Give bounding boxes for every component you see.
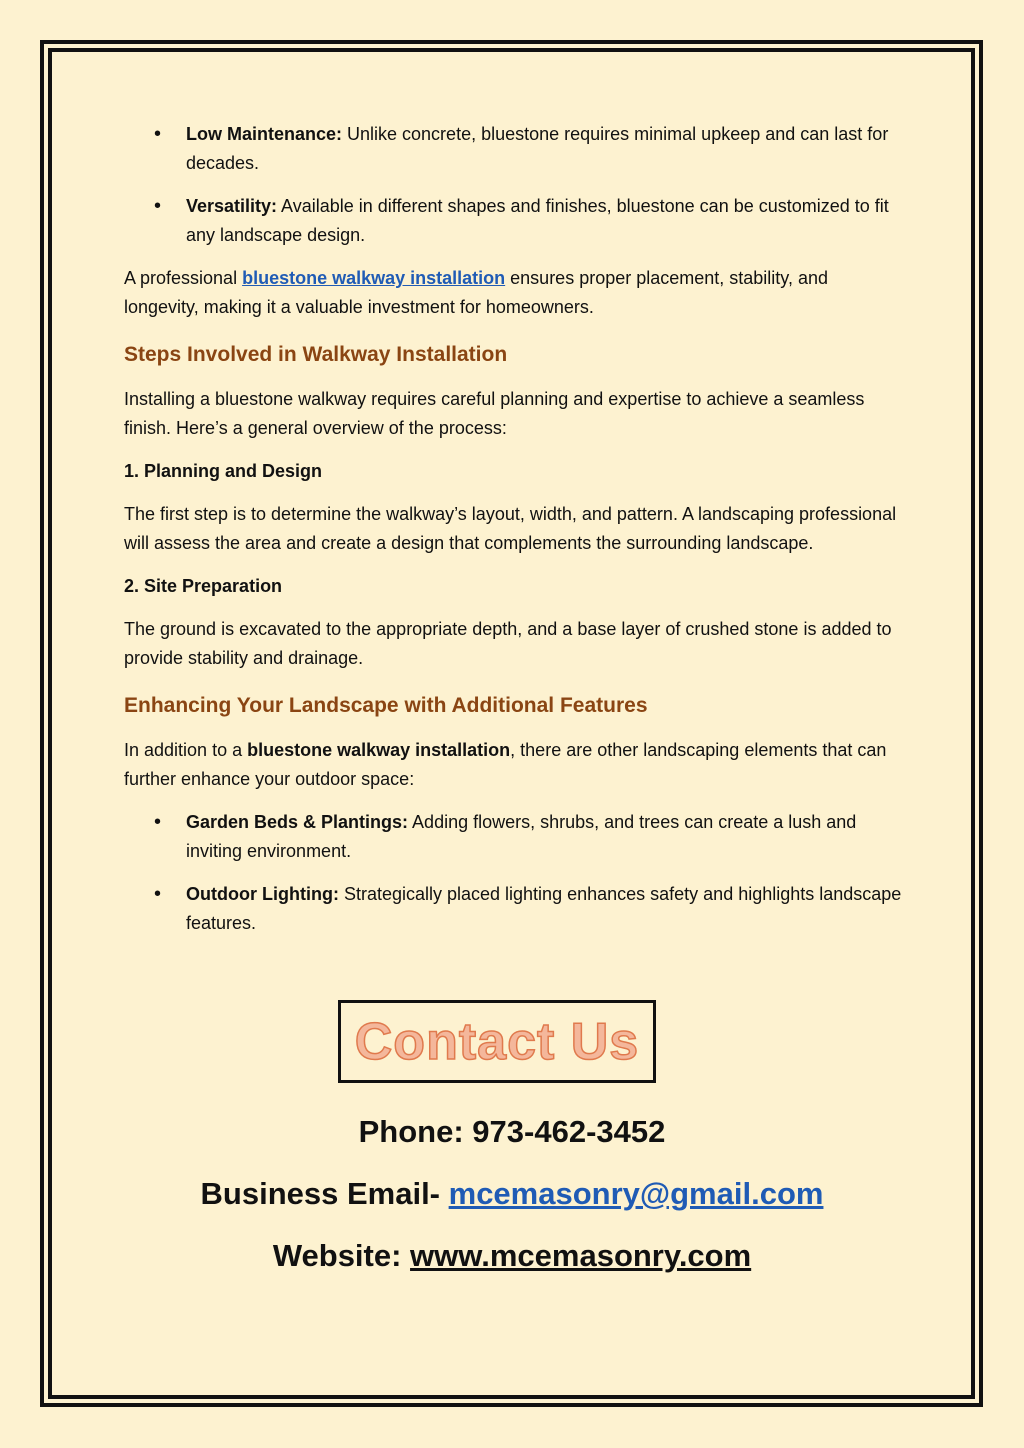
bullet-lead: Garden Beds & Plantings: xyxy=(186,812,409,832)
enhancing-after: , there are other landscaping elements that can further enhance your outdoor space: xyxy=(124,740,887,789)
email-link[interactable]: mcemasonry@gmail.com xyxy=(448,1176,824,1211)
website-link[interactable]: www.mcemasonry.com xyxy=(410,1238,752,1273)
bullet-text: Adding flowers, shrubs, and trees can create a lush and inviting environment. xyxy=(186,812,857,861)
section-heading-steps: Steps Involved in Walkway Installation xyxy=(124,343,508,366)
bullet-lead: Versatility: xyxy=(186,196,278,216)
bullet-lead: Low Maintenance: xyxy=(186,124,343,144)
list-item xyxy=(124,808,904,866)
document-body xyxy=(124,120,904,952)
phone-number: 973-462-3452 xyxy=(472,1114,666,1149)
bullet-text: Available in different shapes and finishes, bluestone can be customized to fit any landscape design. xyxy=(186,196,889,245)
bullet-lead: Outdoor Lighting: xyxy=(186,884,339,904)
website-line xyxy=(0,1238,1024,1274)
step-title-planning: 1. Planning and Design xyxy=(124,461,323,481)
list-item xyxy=(124,120,904,178)
website-label: Website: xyxy=(272,1238,411,1273)
features-list xyxy=(124,808,904,938)
steps-intro-paragraph: Installing a bluestone walkway requires careful planning and expertise to achieve a seamless finish. Here’s a general overview of the process: xyxy=(124,389,865,438)
step-text-planning: The first step is to determine the walkway’s layout, width, and pattern. A landscaping professional will assess the area and create a design that complements the surrounding landscape. xyxy=(124,504,897,553)
email-label: Business Email- xyxy=(200,1176,449,1211)
bullet-text: Unlike concrete, bluestone requires minimal upkeep and can last for decades. xyxy=(186,124,889,173)
enhancing-before: In addition to a xyxy=(124,740,248,760)
phone-line xyxy=(0,1114,1024,1150)
email-line xyxy=(0,1176,1024,1212)
list-item xyxy=(124,192,904,250)
section-heading-enhancing: Enhancing Your Landscape with Additional Features xyxy=(124,694,648,717)
bullet-text: Strategically placed lighting enhances safety and highlights landscape features. xyxy=(186,884,902,933)
step-title-site-prep: 2. Site Preparation xyxy=(124,576,283,596)
enhancing-paragraph xyxy=(124,736,904,794)
contact-us-label: Contact Us xyxy=(354,1012,640,1071)
bluestone-installation-link[interactable]: bluestone walkway installation xyxy=(242,268,506,288)
enhancing-bold: bluestone walkway installation xyxy=(247,740,511,760)
intro-before: A professional xyxy=(124,268,243,288)
step-text-site-prep: The ground is excavated to the appropriate depth, and a base layer of crushed stone is added to provide stability and drainage. xyxy=(124,619,892,668)
benefits-list xyxy=(124,120,904,250)
contact-us-button[interactable] xyxy=(338,1000,656,1083)
intro-paragraph xyxy=(124,264,904,322)
intro-after: ensures proper placement, stability, and longevity, making it a valuable investment for homeowners. xyxy=(124,268,828,317)
phone-label: Phone: xyxy=(358,1114,473,1149)
list-item xyxy=(124,880,904,938)
